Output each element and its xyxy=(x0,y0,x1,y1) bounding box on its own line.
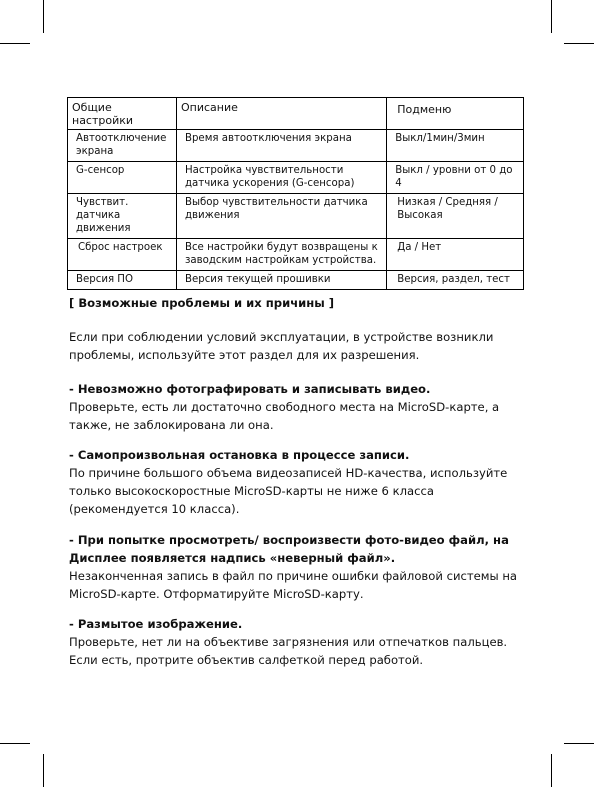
table-cell: Выбор чувствительности датчика движения xyxy=(176,194,386,239)
crop-mark xyxy=(43,0,44,33)
problem-block xyxy=(69,615,529,669)
crop-mark xyxy=(0,743,30,744)
problem-text: Незаконченная запись в файл по причине ошибки файловой системы на MicroSD-карте. Отформатируйте MicroSD-карту. xyxy=(69,569,518,601)
crop-mark xyxy=(564,743,594,744)
problem-block xyxy=(69,531,529,603)
table-cell: G-сенсор xyxy=(68,162,177,194)
intro-paragraph xyxy=(69,328,529,364)
section-title: [ Возможные проблемы и их причины ] xyxy=(69,296,335,310)
table-cell: Версия, раздел, тест xyxy=(387,271,524,290)
table-cell: Да / Нет xyxy=(387,239,524,271)
header-cell: Подменю xyxy=(387,98,524,130)
crop-mark xyxy=(0,43,30,44)
table-row xyxy=(68,239,524,271)
table-row xyxy=(68,162,524,194)
table-cell: Автоотключение экрана xyxy=(68,130,177,162)
table-cell: Все настройки будут возвращены к заводским настройкам устройства. xyxy=(176,239,386,271)
table-cell: Низкая / Средняя / Высокая xyxy=(387,194,524,239)
table-cell: Время автоотключения экрана xyxy=(176,130,386,162)
header-cell: Описание xyxy=(176,98,386,130)
table-cell: Сброс настроек xyxy=(68,239,177,271)
table-cell: Настройка чувствительности датчика ускорения (G-сенсора) xyxy=(176,162,386,194)
problem-title: - При попытке просмотреть/ воспроизвести фото-видео файл, на Дисплее появляется надпись «неверный файл». xyxy=(69,533,509,565)
problem-text: Проверьте, нет ли на объективе загрязнения или отпечатков пальцев. Если есть, протрите объектив салфеткой перед работой. xyxy=(69,635,508,667)
table-row xyxy=(68,194,524,239)
problem-title: - Размытое изображение. xyxy=(69,617,243,631)
table-cell: Версия текущей прошивки xyxy=(176,271,386,290)
table-row xyxy=(68,130,524,162)
table-row xyxy=(68,271,524,290)
intro-text: Если при соблюдении условий эксплуатации, в устройстве возникли проблемы, используйте этот раздел для их разрешения. xyxy=(69,330,494,362)
problem-text: По причине большого объема видеозаписей HD-качества, используйте только высокоскоростные MicroSD-карты не ниже 6 класса (рекомендуется 10 класса). xyxy=(69,466,508,516)
crop-mark xyxy=(43,754,44,787)
table-header-row xyxy=(68,98,524,130)
crop-mark xyxy=(551,0,552,33)
header-cell: Общие настройки xyxy=(68,98,177,130)
problem-block xyxy=(69,380,529,434)
table-cell: Выкл/1мин/3мин xyxy=(387,130,524,162)
settings-table xyxy=(67,97,524,290)
table-cell: Чувствит. датчика движения xyxy=(68,194,177,239)
problem-block xyxy=(69,446,529,518)
table-cell: Версия ПО xyxy=(68,271,177,290)
crop-mark xyxy=(551,754,552,787)
problem-title: - Невозможно фотографировать и записывать видео. xyxy=(69,382,431,396)
problem-title: - Самопроизвольная остановка в процессе записи. xyxy=(69,448,410,462)
table-cell: Выкл / уровни от 0 до 4 xyxy=(387,162,524,194)
crop-mark xyxy=(564,43,594,44)
problem-text: Проверьте, есть ли достаточно свободного места на MicroSD-карте, а также, не заблокирована ли она. xyxy=(69,400,500,432)
